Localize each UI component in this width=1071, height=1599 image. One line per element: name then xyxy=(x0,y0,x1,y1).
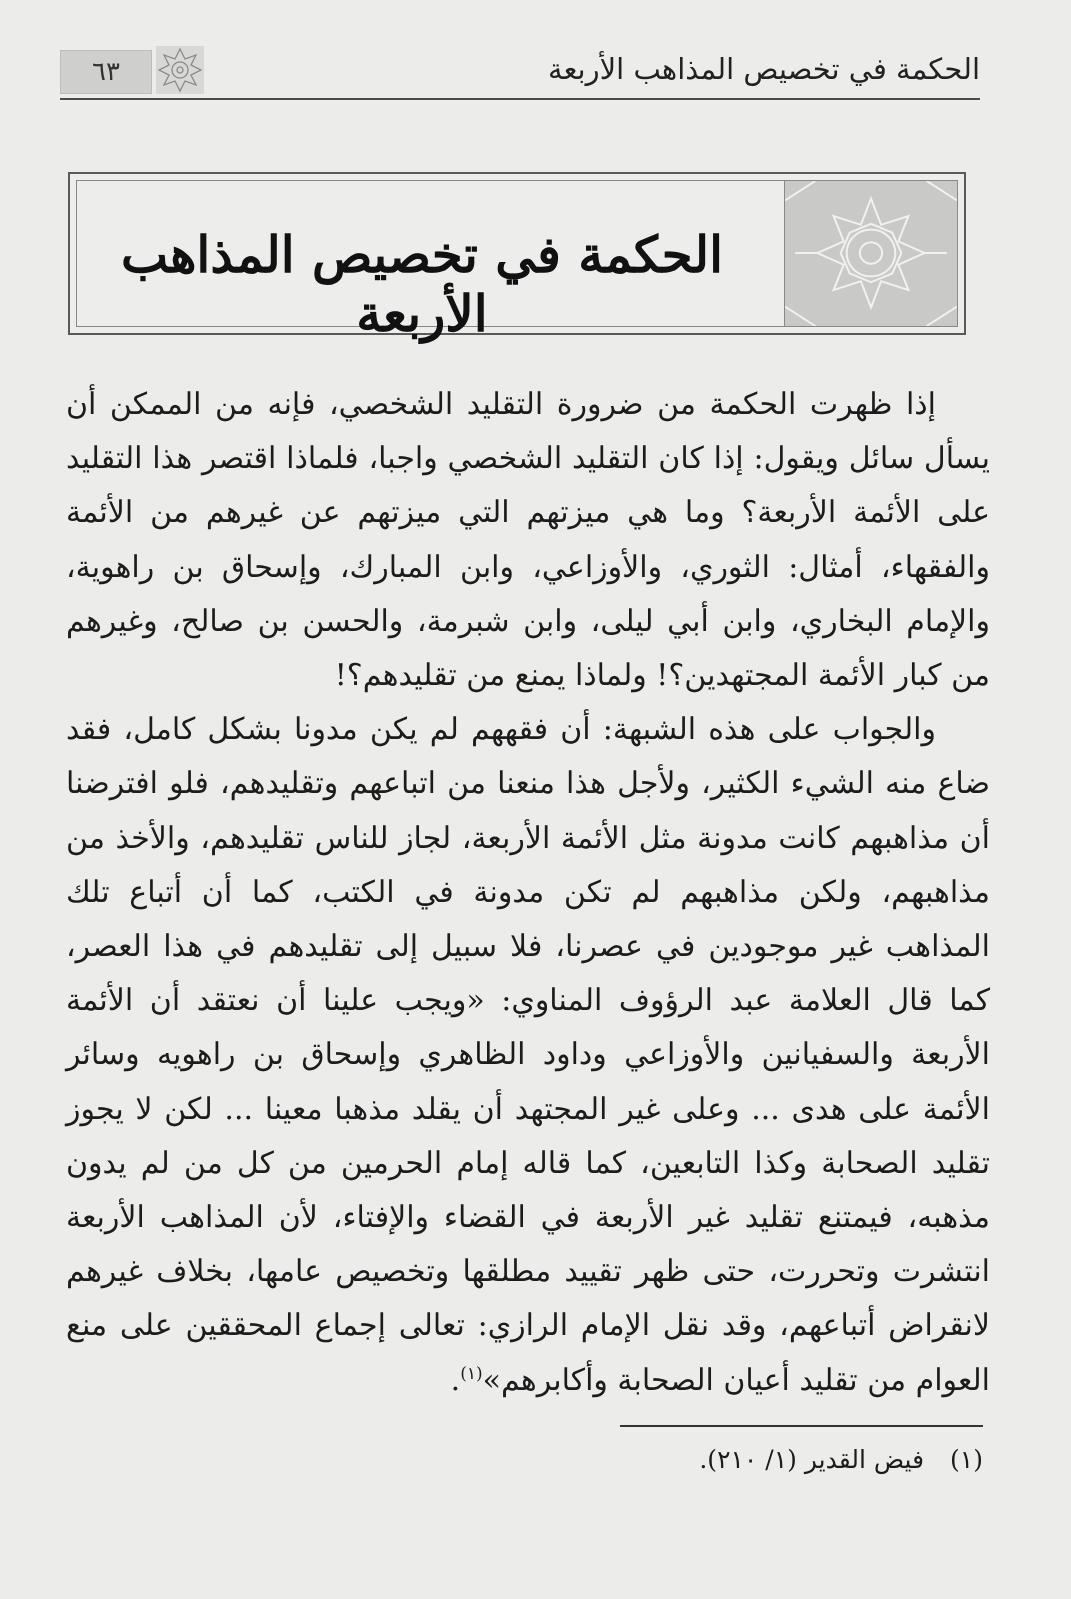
footnote-reference[interactable]: (١) xyxy=(460,1363,483,1384)
running-header xyxy=(60,38,980,98)
title-ornament-panel xyxy=(784,181,957,326)
chapter-title: الحكمة في تخصيص المذاهب الأربعة xyxy=(120,225,724,343)
paragraph: إذا ظهرت الحكمة من ضرورة التقليد الشخصي، فإنه من الممكن أن يسأل سائل ويقول: إذا كان التقليد الشخصي واجبا، فلماذا اقتصر هذا التقليد على الأئمة الأربعة؟ وما هي ميزتهم التي ميزتهم عن غيرهم من الأئمة والفقهاء، أمثال: الثوري، والأوزاعي، وابن المبارك، وإسحاق بن راهوية، والإمام البخاري، وابن أبي ليلى، وابن شبرمة، والحسن بن صالح، وغيرهم من كبار الأئمة المجتهدين؟! ولماذا يمنع من تقليدهم؟! xyxy=(66,387,990,694)
footnote xyxy=(699,1442,983,1478)
paragraph xyxy=(66,703,990,1408)
geometric-rosette-icon xyxy=(785,181,957,326)
footnote-text: فيض القدير (١/ ٢١٠). xyxy=(699,1445,925,1474)
star-ornament-icon xyxy=(156,46,204,94)
title-frame xyxy=(76,180,958,343)
page-number: ٦٣ xyxy=(60,50,152,94)
paragraph-text: والجواب على هذه الشبهة: أن فقههم لم يكن مدونا بشكل كامل، فقد ضاع منه الشيء الكثير، ولأجل هذا منعنا من اتباعهم وتقليدهم، فلو افترضنا أن مذاهبهم كانت مدونة مثل الأئمة الأربعة، لجاز للناس تقليدهم، والأخذ من مذاهبهم، ولكن مذاهبهم لم تكن مدونة في الكتب، كما أن أتباع تلك المذاهب غير موجودين في عصرنا، فلا سبيل إلى تقليدهم في هذا العصر، كما قال العلامة عبد الرؤوف المناوي: «ويجب علينا أن نعتقد أن الأئمة الأربعة والسفيانين والأوزاعي وداود الظاهري وإسحاق بن راهويه وسائر الأئمة على هدى ... وعلى غير المجتهد أن يقلد مذهبا معينا ... لكن لا يجوز تقليد الصحابة وكذا التابعين، كما قاله إمام الحرمين من كل من لم يدون مذهبه، فيمتنع تقليد غير الأربعة في القضاء والإفتاء، لأن المذاهب الأربعة انتشرت وتحررت، حتى ظهر تقييد مطلقها وتخصيص عامها، بخلاف غيرهم لانقراض أتباعهم، وقد نقل الإمام الرازي: تعالى إجماع المحققين على منع العوام من تقليد أعيان الصحابة وأكابرهم» xyxy=(66,712,990,1398)
paragraph-end: . xyxy=(450,1362,461,1398)
body-text xyxy=(66,378,990,1408)
header-rule xyxy=(60,98,980,100)
running-title: الحكمة في تخصيص المذاهب الأربعة xyxy=(548,52,980,86)
footnote-number: (١) xyxy=(950,1445,983,1474)
chapter-title-box xyxy=(68,172,966,343)
footnote-separator xyxy=(620,1425,983,1427)
